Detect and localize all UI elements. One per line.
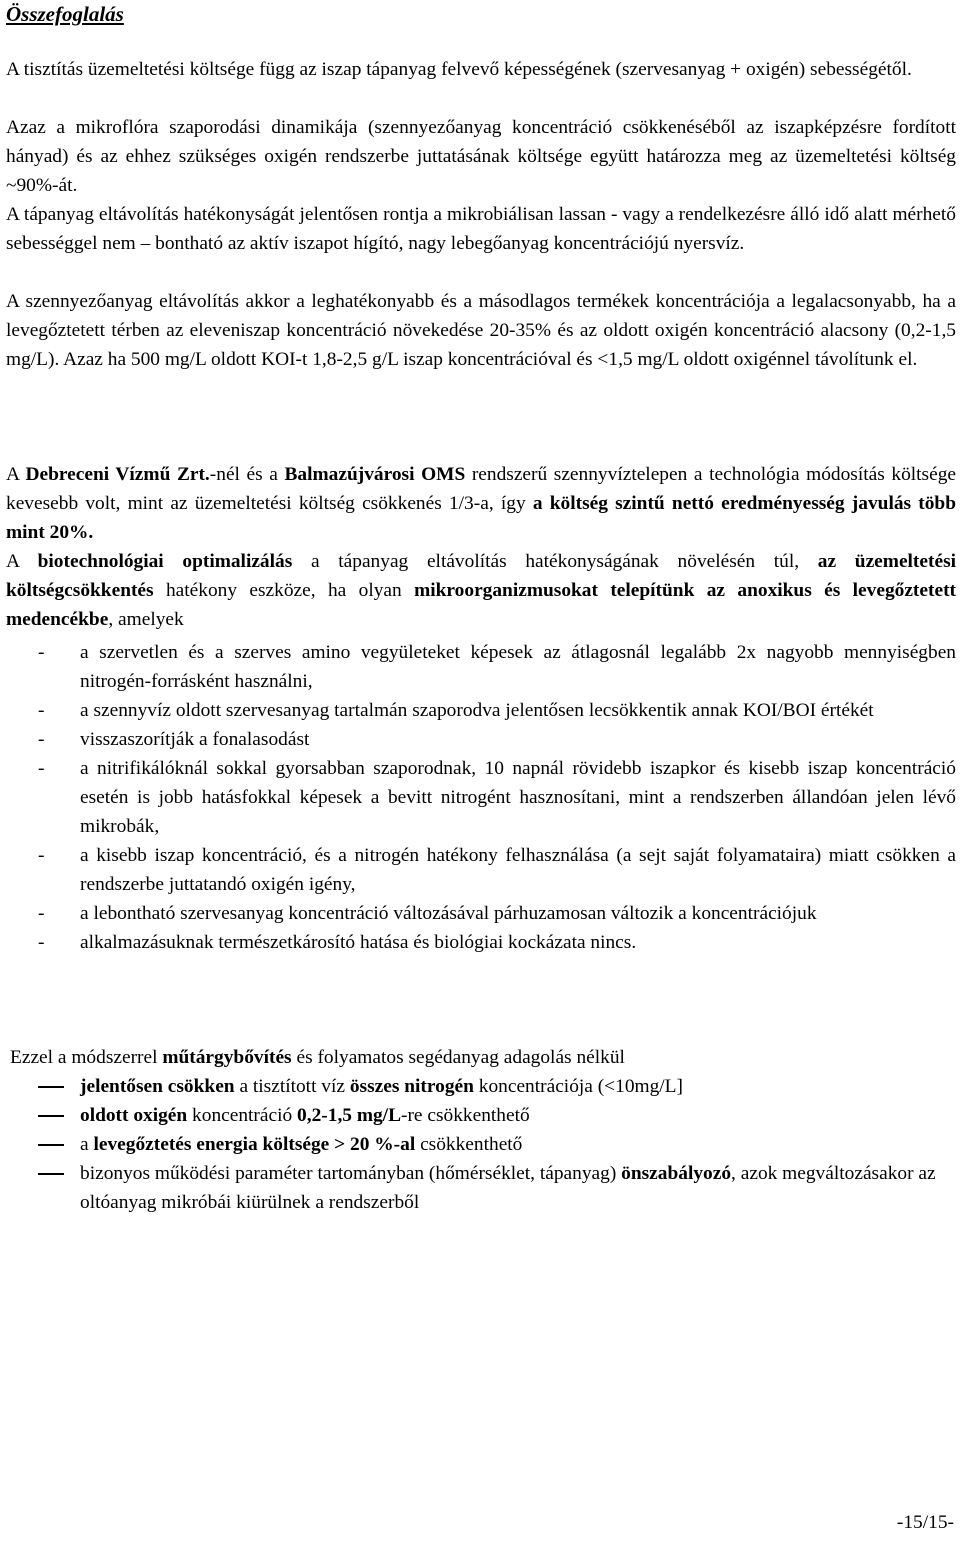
list-item: - visszaszorítják a fonalasodást — [38, 729, 310, 750]
system-name: Balmazújvárosi OMS — [284, 464, 466, 485]
list-item: - alkalmazásuknak természetkárosító hatása és biológiai kockázata nincs. — [38, 932, 637, 953]
paragraph-biotech-optimization: A biotechnológiai optimalizálás a tápanyag eltávolítás hatékonyságának növelésén túl, az üzemeltetési költségcsökkentés hatékony eszköze, ha olyan mikroorganizmusokat telepítünk az anoxikus és levegőztetett medencékbe, amelyek — [6, 551, 956, 630]
paragraph-dynamics: Azaz a mikroflóra szaporodási dinamikája (szennyezőanyag koncentráció csökkenéséből az iszapképzésre fordított hányad) és az ehhez szükséges oxigén rendszerbe juttatásának költsége együtt határozza meg az üzemeltetési költség ~90%-át. — [6, 117, 956, 196]
paragraph-nutrient-removal: A tápanyag eltávolítás hatékonyságát jelentősen rontja a mikrobiálisan lassan - vagy a rendelkezésre álló idő alatt mérhető sebességgel nem – bontható az aktív iszapot hígító, nagy lebegőanyag koncentrációjú nyersvíz. — [6, 204, 956, 254]
list-item: - a lebontható szervesanyag koncentráció változásával párhuzamosan változik a koncentrációjuk — [38, 903, 817, 924]
dash-bullet — [38, 1144, 64, 1146]
paragraph-method-summary: Ezzel a módszerrel műtárgybővítés és folyamatos segédanyag adagolás nélkül — [10, 1047, 625, 1068]
list-item: oldott oxigén koncentráció 0,2-1,5 mg/L-re csökkenthető — [0, 1101, 956, 1130]
outcomes-list — [0, 1072, 956, 1217]
paragraph-debrecen-results: A Debreceni Vízmű Zrt.-nél és a Balmazújvárosi OMS rendszerű szennyvíztelepen a technológia módosítás költsége kevesebb volt, mint az üzemeltetési költség csökkenés 1/3-a, így a költség szintű nettó eredményesség javulás több mint 20%. — [6, 464, 956, 543]
list-item: - a szennyvíz oldott szervesanyag tartalmán szaporodva jelentősen lecsökkentik annak KOI/BOI értékét — [38, 700, 874, 721]
dash-bullet — [38, 1115, 64, 1117]
list-item: - a kisebb iszap koncentráció, és a nitrogén hatékony felhasználása (a sejt saját folyamataira) miatt csökken a rendszerbe juttatandó oxigén igény, — [38, 845, 956, 895]
paragraph-optimal-conditions: A szennyezőanyag eltávolítás akkor a leghatékonyabb és a másodlagos termékek koncentrációja a legalacsonyabb, ha a levegőztetett térben az eleveniszap koncentráció növekedése 20-35% és az oldott oxigén koncentráció alacsony (0,2-1,5 mg/L). Azaz ha 500 mg/L oldott KOI-t 1,8-2,5 g/L iszap koncentrációval és <1,5 mg/L oldott oxigénnel távolítunk el. — [6, 291, 956, 370]
page-number: -15/15- — [896, 1512, 954, 1533]
list-item: a levegőztetés energia költsége > 20 %-al csökkenthető — [0, 1130, 956, 1159]
dash-bullet — [38, 1173, 64, 1175]
company-name: Debreceni Vízmű Zrt. — [25, 464, 210, 485]
section-title: Összefoglalás — [6, 2, 124, 26]
list-item: bizonyos működési paraméter tartományban (hőmérséklet, tápanyag) önszabályozó, azok megváltozásakor az oltóanyag mikróbái kiürülnek a rendszerből — [0, 1159, 956, 1217]
list-item: jelentősen csökken a tisztított víz összes nitrogén koncentrációja (<10mg/L] — [0, 1072, 956, 1101]
paragraph-intro: A tisztítás üzemeltetési költsége függ az iszap tápanyag felvevő képességének (szervesanyag + oxigén) sebességétől. — [6, 59, 912, 80]
list-item: - a szervetlen és a szerves amino vegyületeket képesek az átlagosnál legalább 2x nagyobb mennyiségben nitrogén-forrásként használni, — [38, 642, 956, 692]
dash-bullet — [38, 1086, 64, 1088]
microorganism-benefits-list — [0, 638, 956, 957]
list-item: - a nitrifikálóknál sokkal gyorsabban szaporodnak, 10 napnál rövidebb iszapkor és kisebb iszap koncentráció esetén is jobb hatásfokkal képesek a bevitt nitrogént hasznosítani, mint a rendszerben állandóan jelen lévő mikrobák, — [38, 758, 956, 837]
result-highlight: a költség szintű nettó eredményesség javulás több mint 20%. — [6, 493, 956, 543]
